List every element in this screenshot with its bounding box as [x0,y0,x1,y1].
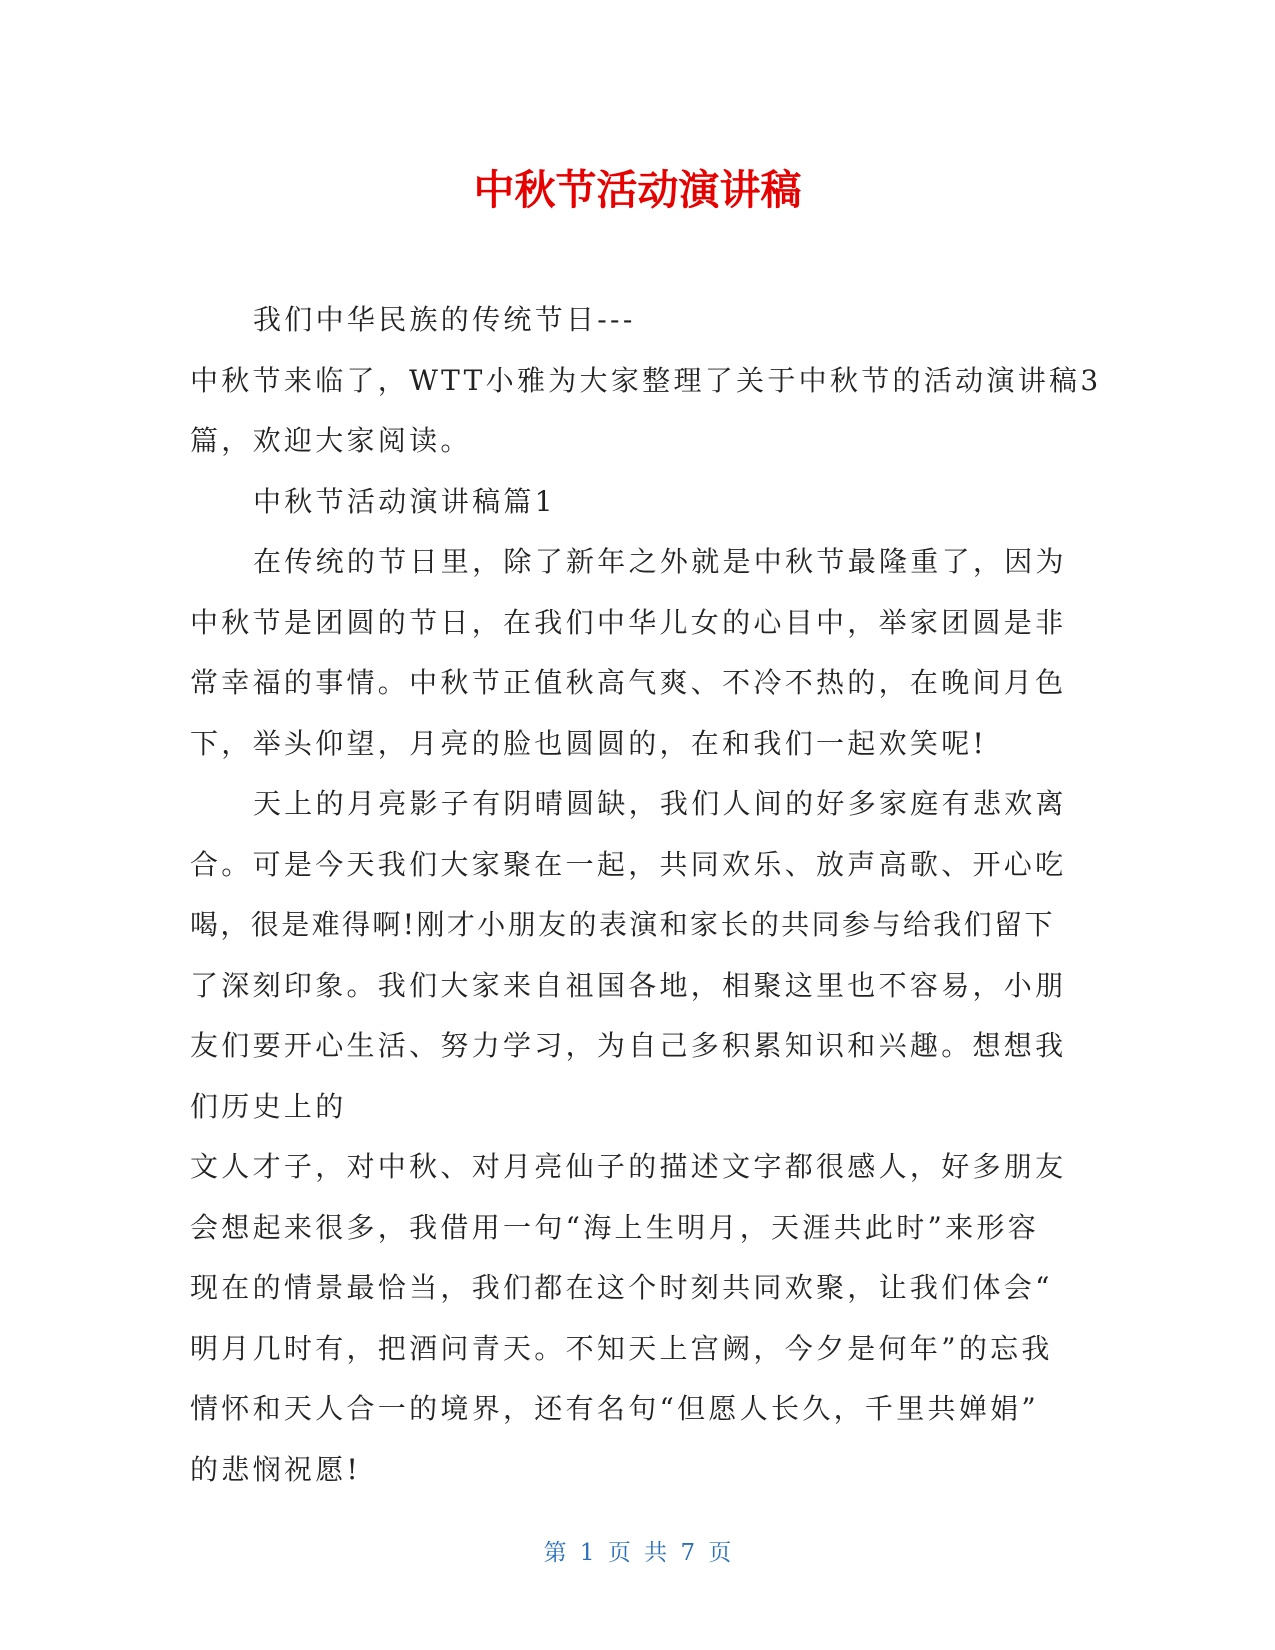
text-line: 合。可是今天我们大家聚在一起，共同欢乐、放声高歌、开心吃 [190,847,1067,881]
text-line: 了深刻印象。我们大家来自祖国各地，相聚这里也不容易，小朋 [190,968,1067,1002]
text-line: 们历史上的 [190,1089,347,1123]
text-line: 篇，欢迎大家阅读。 [190,424,472,457]
page-number-footer: 第 1 页 共 7 页 [543,1540,732,1566]
text-line: 天上的月亮影子有阴晴圆缺，我们人间的好多家庭有悲欢离 [253,787,1067,820]
text-line: 文人才子，对中秋、对月亮仙子的描述文字都很感人，好多朋友 [190,1150,1067,1183]
text-line: 会想起来很多，我借用一句“海上生明月，天涯共此时”来形容 [190,1210,1040,1244]
section-heading: 中秋节活动演讲稿篇1 [253,484,556,518]
text-line: 中秋节是团圆的节日，在我们中华儿女的心目中，举家团圆是非 [190,605,1067,639]
text-line: 在传统的节日里，除了新年之外就是中秋节最隆重了，因为 [253,545,1067,578]
text-line: 下，举头仰望，月亮的脸也圆圆的，在和我们一起欢笑呢! [190,726,988,760]
text-line: 现在的情景最恰当，我们都在这个时刻共同欢聚，让我们体会“ [190,1271,1053,1304]
text-line: 我们中华民族的传统节日--- [253,303,636,336]
text-line: 常幸福的事情。中秋节正值秋高气爽、不冷不热的，在晚间月色 [190,666,1067,699]
document-title: 中秋节活动演讲稿 [473,166,802,214]
text-line: 中秋节来临了，WTT小雅为大家整理了关于中秋节的活动演讲稿3 [190,363,1102,397]
text-line: 情怀和天人合一的境界，还有名句“但愿人长久，千里共婵娟” [190,1392,1040,1425]
text-line: 的悲悯祝愿! [190,1452,362,1486]
text-line: 友们要开心生活、努力学习，为自己多积累知识和兴趣。想想我 [190,1029,1067,1062]
text-line: 明月几时有，把酒问青天。不知天上宫阙，今夕是何年”的忘我 [190,1331,1053,1365]
document-body [190,290,1102,1500]
text-line: 喝，很是难得啊!刚才小朋友的表演和家长的共同参与给我们留下 [190,908,1055,941]
